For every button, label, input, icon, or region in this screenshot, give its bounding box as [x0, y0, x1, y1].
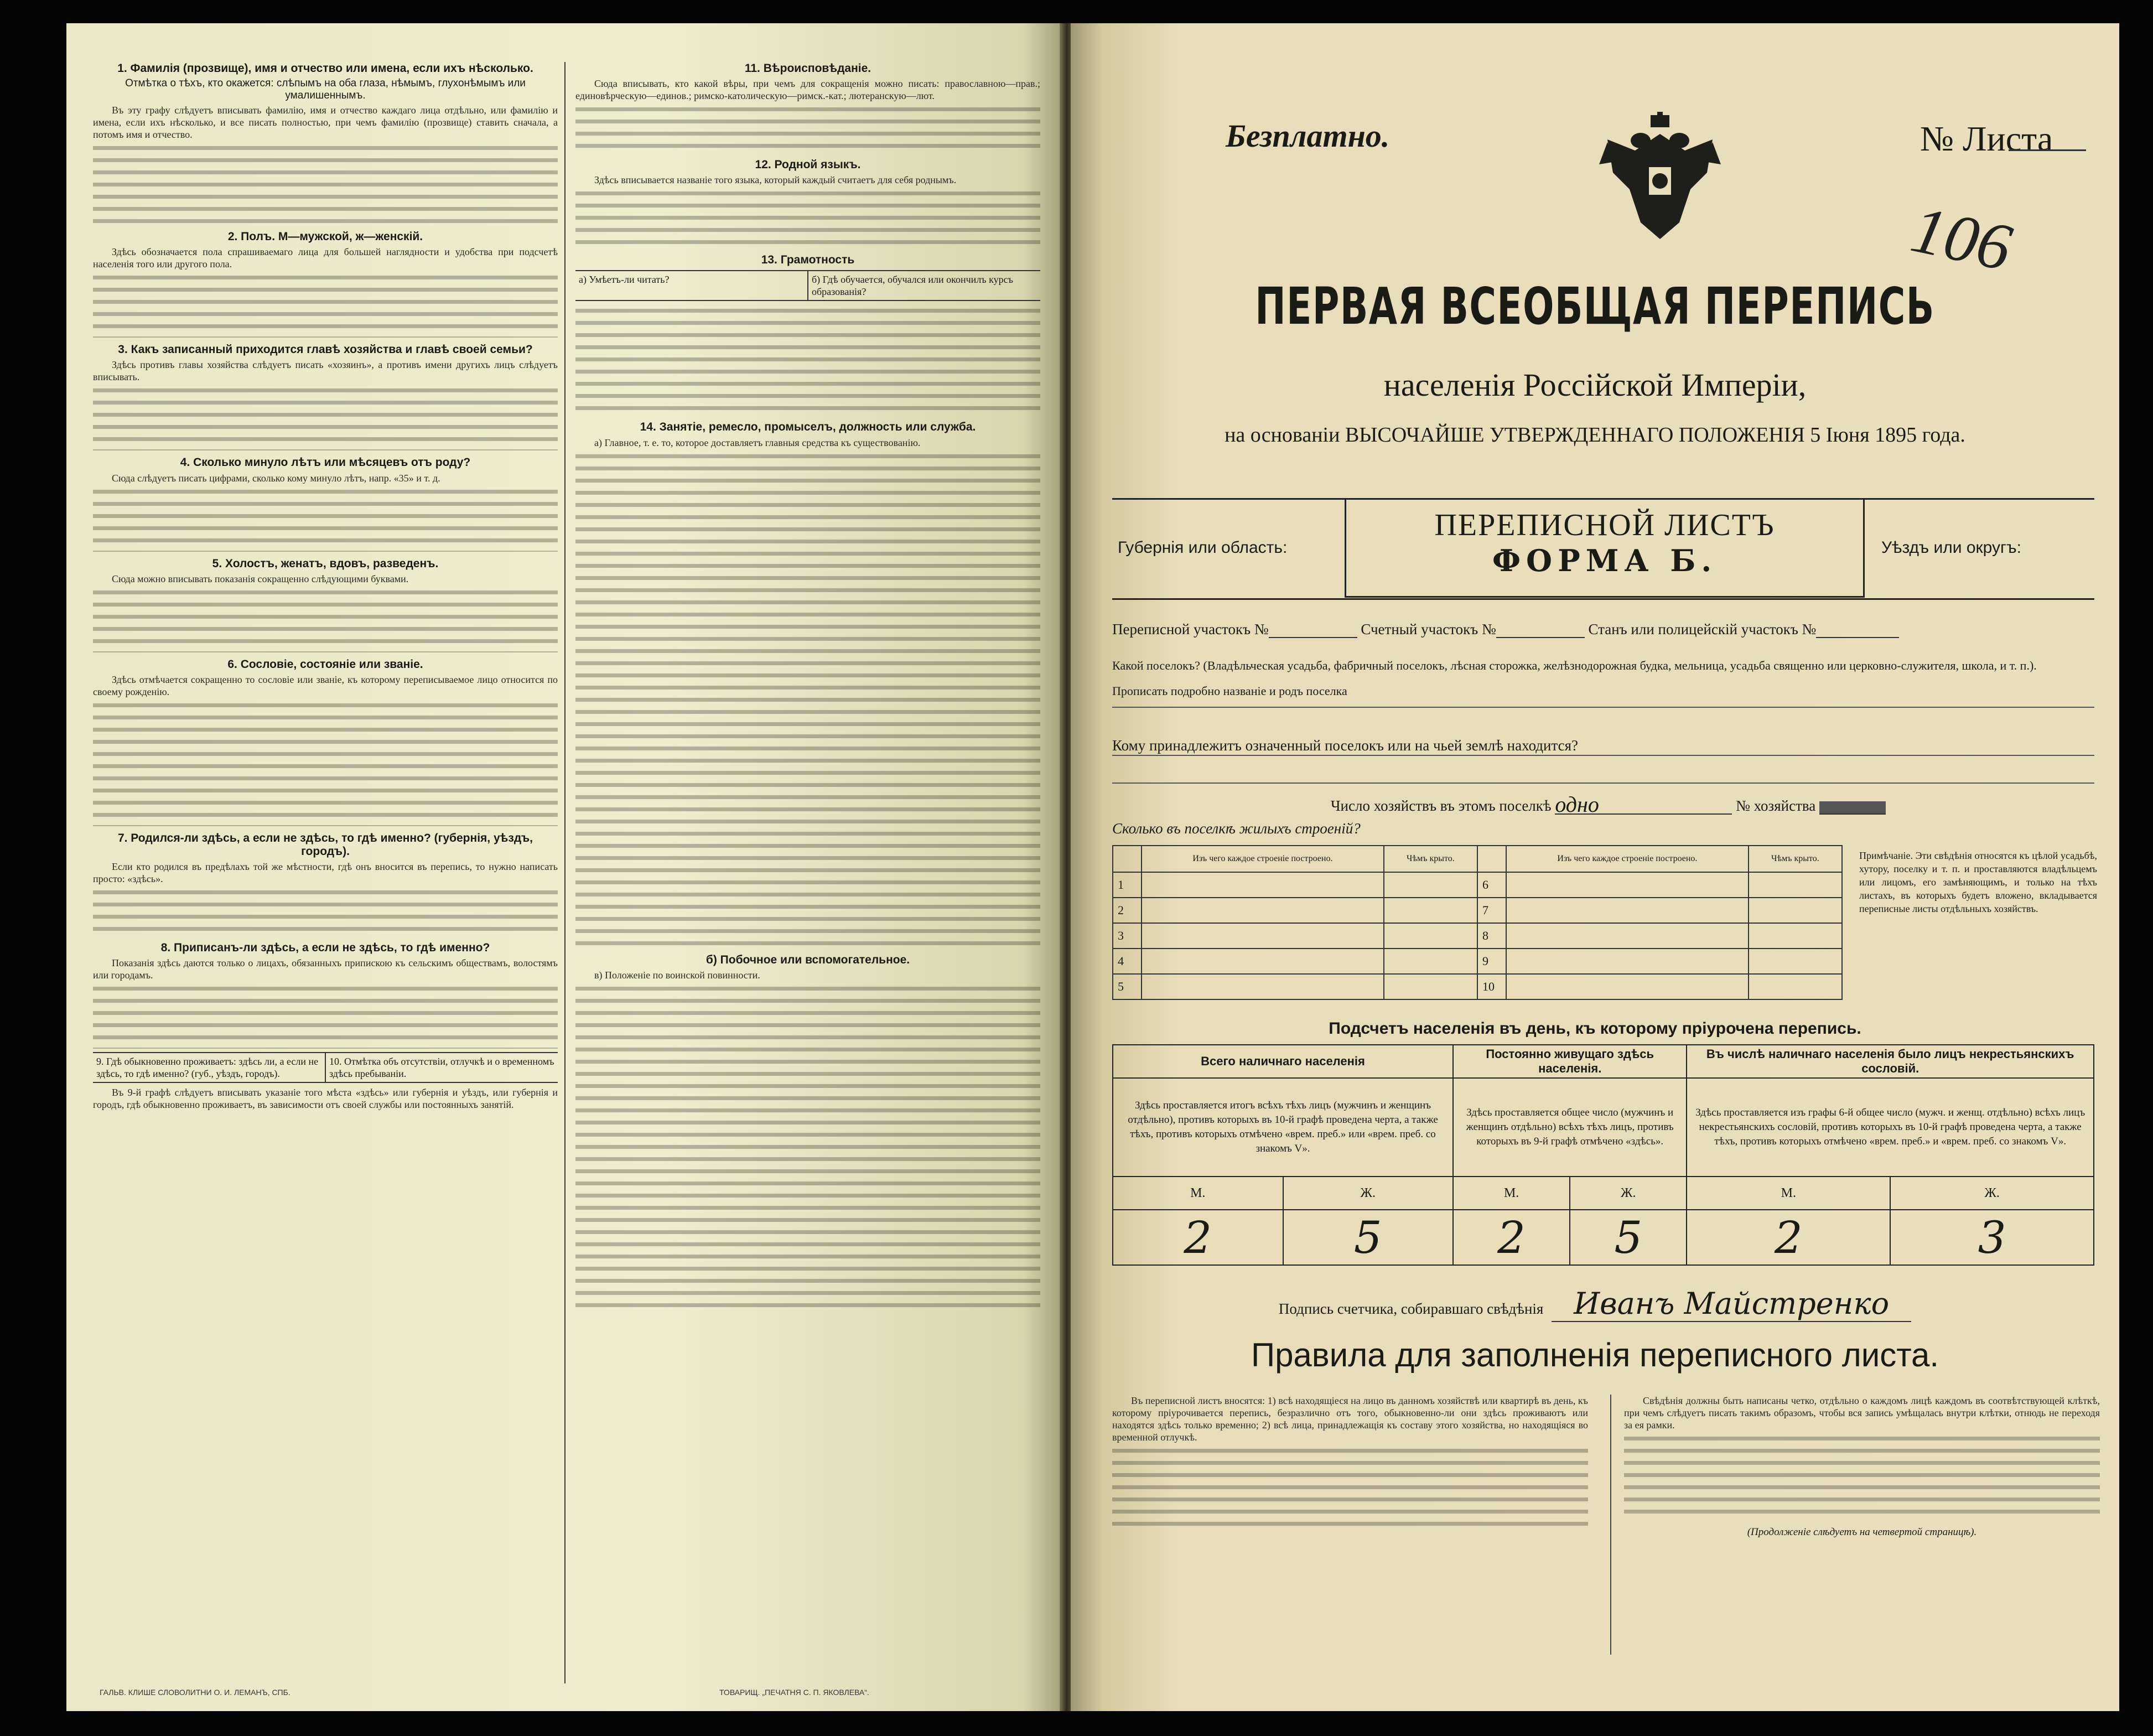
house-row-number: 1 [1113, 872, 1142, 898]
households-value: одно [1555, 791, 1732, 815]
houses-header-roof-2: Чѣмъ крыто. [1749, 846, 1842, 872]
count-plot-label: Счетный участокъ № [1361, 621, 1496, 638]
handwritten-number: 106 [1905, 191, 2018, 285]
instructions-column-1 [93, 56, 558, 1650]
female-label: Ж. [1283, 1177, 1454, 1210]
stan-field [1816, 623, 1899, 638]
buildings-label: Сколько въ поселкѣ жилыхъ строеній? [1112, 820, 1361, 837]
sheet-number-field [2009, 149, 2086, 151]
present-male-count: 2 [1113, 1210, 1283, 1265]
free-of-charge-label: Безплатно. [1226, 118, 1390, 154]
instruction-heading: 1. Фамилія (прозвище), имя и отчество или имена, если ихъ нѣсколько. [117, 62, 533, 75]
instruction-heading-9-10 [93, 1052, 558, 1083]
house-row-number: 2 [1113, 898, 1142, 923]
literacy-question-a: а) Умѣетъ-ли читать? [575, 271, 808, 300]
instruction-text: в) Положеніе по воинской повинности. [594, 969, 760, 981]
instruction-heading: 11. Вѣроисповѣданіе. [744, 62, 871, 75]
form-title-box [1345, 498, 1865, 598]
rules-column-1 [1112, 1395, 1588, 1534]
column-divider [564, 62, 566, 1683]
count-header-present: Всего наличнаго населенія [1113, 1045, 1453, 1078]
instruction-heading: 13. Грамотность [761, 253, 855, 267]
instruction-text: Здѣсь противъ главы хозяйства слѣдуетъ писать «хозяинъ», а противъ имени другихъ лицъ слѣдуетъ вписывать. [93, 359, 558, 383]
instruction-heading: 5. Холостъ, женатъ, вдовъ, разведенъ. [212, 557, 439, 570]
non-peasant-male-count: 2 [1687, 1210, 1890, 1265]
male-label: М. [1453, 1177, 1570, 1210]
rules-column-2 [1624, 1395, 2100, 1539]
enumerator-signature-row [1071, 1286, 2119, 1321]
house-row-number: 10 [1477, 974, 1506, 999]
houses-header-roof-1: Чѣмъ крыто. [1384, 846, 1477, 872]
instruction-text: Въ 9-й графѣ слѣдуетъ вписывать указаніе того мѣста «здѣсь» или губернія и уѣздъ, или губернія и городъ, гдѣ обыкновенно проживаетъ, въ зависимости отъ своей службы или постоянныхъ занятій. [93, 1087, 558, 1111]
permanent-female-count: 5 [1570, 1210, 1687, 1265]
houses-header-material-1: Изъ чего каждое строеніе построено. [1142, 846, 1384, 872]
permanent-male-count: 2 [1453, 1210, 1570, 1265]
house-row-number: 9 [1477, 949, 1506, 974]
form-header-box [1112, 498, 2094, 600]
instruction-text: а) Главное, т. е. то, которое доставляетъ главныя средства къ существованію. [594, 437, 921, 448]
instruction-text-continued [575, 450, 1040, 948]
rules-text-continued [1624, 1432, 2100, 1521]
male-label: М. [1687, 1177, 1890, 1210]
instruction-text: Здѣсь обозначается пола спрашиваемаго лица для большей наглядности и удобства при подсчетѣ населенія того или другого пола. [93, 246, 558, 270]
count-plot-field [1496, 623, 1585, 638]
land-owner-label: Кому принадлежитъ означенный поселокъ или на чьей землѣ находится? [1112, 737, 1578, 754]
instruction-text-continued [93, 271, 558, 338]
instruction-text-continued [93, 384, 558, 450]
instruction-heading: 8. Приписанъ-ли здѣсь, а если не здѣсь, то гдѣ именно? [160, 941, 490, 955]
book-spread [66, 23, 2119, 1711]
instruction-text: Показанія здѣсь даются только о лицахъ, обязанныхъ припискою къ сельскимъ обществамъ, волостямъ или городамъ. [93, 957, 558, 981]
house-row-number: 6 [1477, 872, 1506, 898]
census-plot-label: Переписной участокъ № [1112, 621, 1269, 638]
instructions-column-2 [575, 56, 1040, 1650]
houses-header-material-2: Изъ чего каждое строеніе построено. [1506, 846, 1749, 872]
instruction-heading: 2. Полъ. М—мужской, ж—женскій. [227, 230, 423, 243]
instruction-text-continued [93, 485, 558, 552]
instruction-text-continued [575, 187, 1040, 248]
instruction-text-continued [93, 699, 558, 826]
instruction-text: Въ эту графу слѣдуетъ вписывать фамилію, имя и отчество каждаго лица отдѣльно, или фамилію и имена, если ихъ нѣсколько, и все писать полностью, при чемъ фамилію (прозвище) ставить сначала, а потомъ имя и отчество. [93, 105, 558, 141]
signature-value: Иванъ Майстренко [1552, 1286, 1911, 1322]
instruction-text-continued [93, 586, 558, 652]
stan-label: Станъ или полицейскій участокъ № [1588, 621, 1817, 638]
non-peasant-female-count: 3 [1890, 1210, 2094, 1265]
form-title: ПЕРЕПИСНОЙ ЛИСТЪ [1434, 508, 1775, 542]
settlement-underline [1112, 707, 2094, 708]
count-desc-present: Здѣсь проставляется итогъ всѣхъ тѣхъ лицъ (мужчинъ и женщинъ отдѣльно), противъ которыхъ въ 10-й графѣ проведена черта, а также тѣхъ, противъ которыхъ отмѣчено «врем. преб.» или «врем. преб. со знакомъ V». [1113, 1078, 1453, 1177]
continued-note: (Продолженіе слѣдуетъ на четвертой страницѣ). [1747, 1526, 1977, 1538]
census-subtitle: населенія Россійской Имперіи, [1383, 367, 1807, 403]
count-header-non-peasant: Въ числѣ наличнаго населенія было лицъ некрестьянскихъ сословій. [1687, 1045, 2094, 1078]
instruction-text: Здѣсь вписывается названіе того языка, который каждый считаетъ для себя роднымъ. [594, 174, 957, 186]
form-name: ФОРМА Б. [1492, 543, 1718, 578]
census-plot-field [1269, 623, 1357, 638]
literacy-question-b: б) Гдѣ обучается, обучался или окончилъ курсъ образованія? [812, 274, 1013, 298]
right-page-census-form [1071, 23, 2119, 1711]
instruction-text: Если кто родился въ предѣлахъ той же мѣстности, гдѣ онъ вносится въ перепись, то нужно написать просто: «здѣсь». [93, 861, 558, 885]
instruction-text-continued [575, 304, 1040, 415]
female-label: Ж. [1570, 1177, 1687, 1210]
house-row-number: 5 [1113, 974, 1142, 999]
uezd-label: Уѣздъ или округъ: [1881, 538, 2022, 557]
population-count-table [1112, 1044, 2094, 1266]
buildings-table [1112, 845, 1843, 1000]
house-row-number: 7 [1477, 898, 1506, 923]
instruction-text-continued [575, 103, 1040, 153]
rules-text-2: Свѣдѣнія должны быть написаны четко, отдѣльно о каждомъ лицѣ каждомъ въ соотвѣтствующей клѣткѣ, при чемъ слѣдуетъ писать такимъ образомъ, чтобы вся запись умѣщалась внутри клѣтки, отнюдь не переходя за ея рамки. [1624, 1395, 2100, 1431]
instruction-heading-10: 10. Отмѣтка объ отсутствіи, отлучкѣ и о временномъ здѣсь пребываніи. [329, 1056, 554, 1080]
rules-title: Правила для заполненія переписного листа. [1251, 1336, 1939, 1374]
sheet-number-label: № Листа [1920, 119, 2053, 158]
instruction-text: Сюда вписывать, кто какой вѣры, при чемъ для сокращенія можно писать: православною—прав.; единовѣрческую—единов.; римско-католическую—римск.-кат.; лютеранскую—лют. [575, 78, 1040, 102]
households-row [1331, 791, 1886, 815]
households-label: Число хозяйствъ въ этомъ поселкѣ [1331, 797, 1552, 814]
male-label: М. [1113, 1177, 1283, 1210]
count-desc-non-peasant: Здѣсь проставляется изъ графы 6-й общее число (мужч. и женщ. отдѣльно) всѣхъ лицъ некрестьянскихъ сословій, противъ которыхъ въ 10-й графѣ проведена черта, а также тѣхъ, противъ которыхъ отмѣчено «врем. преб.» и «врем. преб. со знакомъ V». [1687, 1078, 2094, 1177]
gubernia-label: Губернія или область: [1118, 538, 1288, 557]
instruction-heading: б) Побочное или вспомогательное. [705, 953, 910, 966]
printer-credit-left: ГАЛЬВ. КЛИШЕ СЛОВОЛИТНИ О. И. ЛЕМАНЪ, СПБ. [100, 1688, 290, 1697]
rules-text-continued [1112, 1444, 1588, 1533]
house-row-number: 4 [1113, 949, 1142, 974]
instruction-text-continued [93, 886, 558, 936]
literacy-questions [575, 270, 1040, 301]
female-label: Ж. [1890, 1177, 2094, 1210]
count-header-permanent: Постоянно живущаго здѣсь населенія. [1453, 1045, 1687, 1078]
instruction-text-continued [93, 982, 558, 1049]
rules-text-1: Въ переписной листъ вносятся: 1) всѣ находящіеся на лицо въ данномъ хозяйствѣ или квартирѣ въ день, къ которому пріурочивается перепись, безразлично отъ того, обыкновенно-ли они здѣсь проживаютъ или находятся здѣсь только временно; 2) всѣ лица, принадлежащія къ составу этого хозяйства, но находящіяся во временной отлучкѣ. [1112, 1395, 1588, 1443]
land-owner-underline-2 [1112, 783, 2094, 784]
instruction-subheading: Отмѣтка о тѣхъ, кто окажется: слѣпымъ на оба глаза, нѣмымъ, глухонѣмымъ или умалишеннымъ. [125, 77, 526, 102]
instruction-text: Здѣсь отмѣчается сокращенно то сословіе или званіе, къ которому переписываемое лицо относится по своему рожденію. [93, 673, 558, 697]
house-row-number: 3 [1113, 923, 1142, 949]
instruction-text-continued [93, 142, 558, 225]
instruction-heading: 7. Родился-ли здѣсь, а если не здѣсь, то гдѣ именно? (губернія, уѣздъ, городъ). [117, 831, 533, 858]
population-count-title: Подсчетъ населенія въ день, къ которому пріурочена перепись. [1329, 1019, 1861, 1038]
instruction-heading-9: 9. Гдѣ обыкновенно проживаетъ: здѣсь ли, а если не здѣсь, то гдѣ именно? (губ., уѣздъ, городъ). [93, 1053, 326, 1082]
household-number-field [1819, 801, 1886, 815]
land-owner-underline [1112, 755, 2094, 756]
double-headed-eagle-icon [1596, 112, 1724, 245]
count-desc-permanent: Здѣсь проставляется общее число (мужчинъ и женщинъ отдѣльно) всѣхъ тѣхъ лицъ, противъ которыхъ въ 9-й графѣ отмѣчено «здѣсь». [1453, 1078, 1687, 1177]
house-row-number: 8 [1477, 923, 1506, 949]
instruction-heading: 12. Родной языкъ. [755, 158, 861, 172]
instruction-heading: 14. Занятіе, ремесло, промыселъ, должность или служба. [640, 421, 976, 434]
plot-numbers-row [1112, 621, 1899, 638]
household-number-label: № хозяйства [1736, 797, 1816, 814]
census-legal-basis: на основаніи ВЫСОЧАЙШЕ УТВЕРЖДЕННАГО ПОЛОЖЕНІЯ 5 Іюня 1895 года. [1225, 423, 1965, 447]
census-title: ПЕРВАЯ ВСЕОБЩАЯ ПЕРЕПИСЬ [1255, 277, 1935, 336]
buildings-note: Примѣчаніе. Эти свѣдѣнія относятся къ цѣлой усадьбѣ, хутору, поселку и т. п. и проставляются владѣльцемъ или лицомъ, его замѣняющимъ, и только на тѣхъ листахъ, въ которыхъ будетъ вложено, вкладывается переписные листы отдѣльныхъ хозяйствъ. [1859, 850, 2097, 914]
instruction-heading: 3. Какъ записанный приходится главѣ хозяйства и главѣ своей семьи? [118, 343, 533, 356]
instruction-heading: 6. Сословіе, состояніе или званіе. [227, 657, 423, 671]
rules-divider [1610, 1395, 1611, 1655]
instruction-heading: 4. Сколько минуло лѣтъ или мѣсяцевъ отъ роду? [180, 456, 471, 469]
settlement-type-row: Какой поселокъ? (Владѣльческая усадьба, фабричный поселокъ, лѣсная сторожка, желѣзнодорожная будка, мельница, усадьба священно или церковно-служителя, школа, и т. п.). Прописать подробно названіе и родъ поселка [1112, 659, 2037, 698]
signature-label: Подпись счетчика, собиравшаго свѣдѣнія [1278, 1300, 1544, 1317]
printer-credit-right: ТОВАРИЩ. „ПЕЧАТНЯ С. П. ЯКОВЛЕВА“. [719, 1688, 869, 1697]
instruction-text-continued [575, 982, 1040, 1314]
instruction-text: Сюда можно вписывать показанія сокращенно слѣдующими буквами. [112, 573, 409, 584]
present-female-count: 5 [1283, 1210, 1454, 1265]
instruction-text: Сюда слѣдуетъ писать цифрами, сколько кому минуло лѣтъ, напр. «35» и т. д. [112, 472, 440, 484]
